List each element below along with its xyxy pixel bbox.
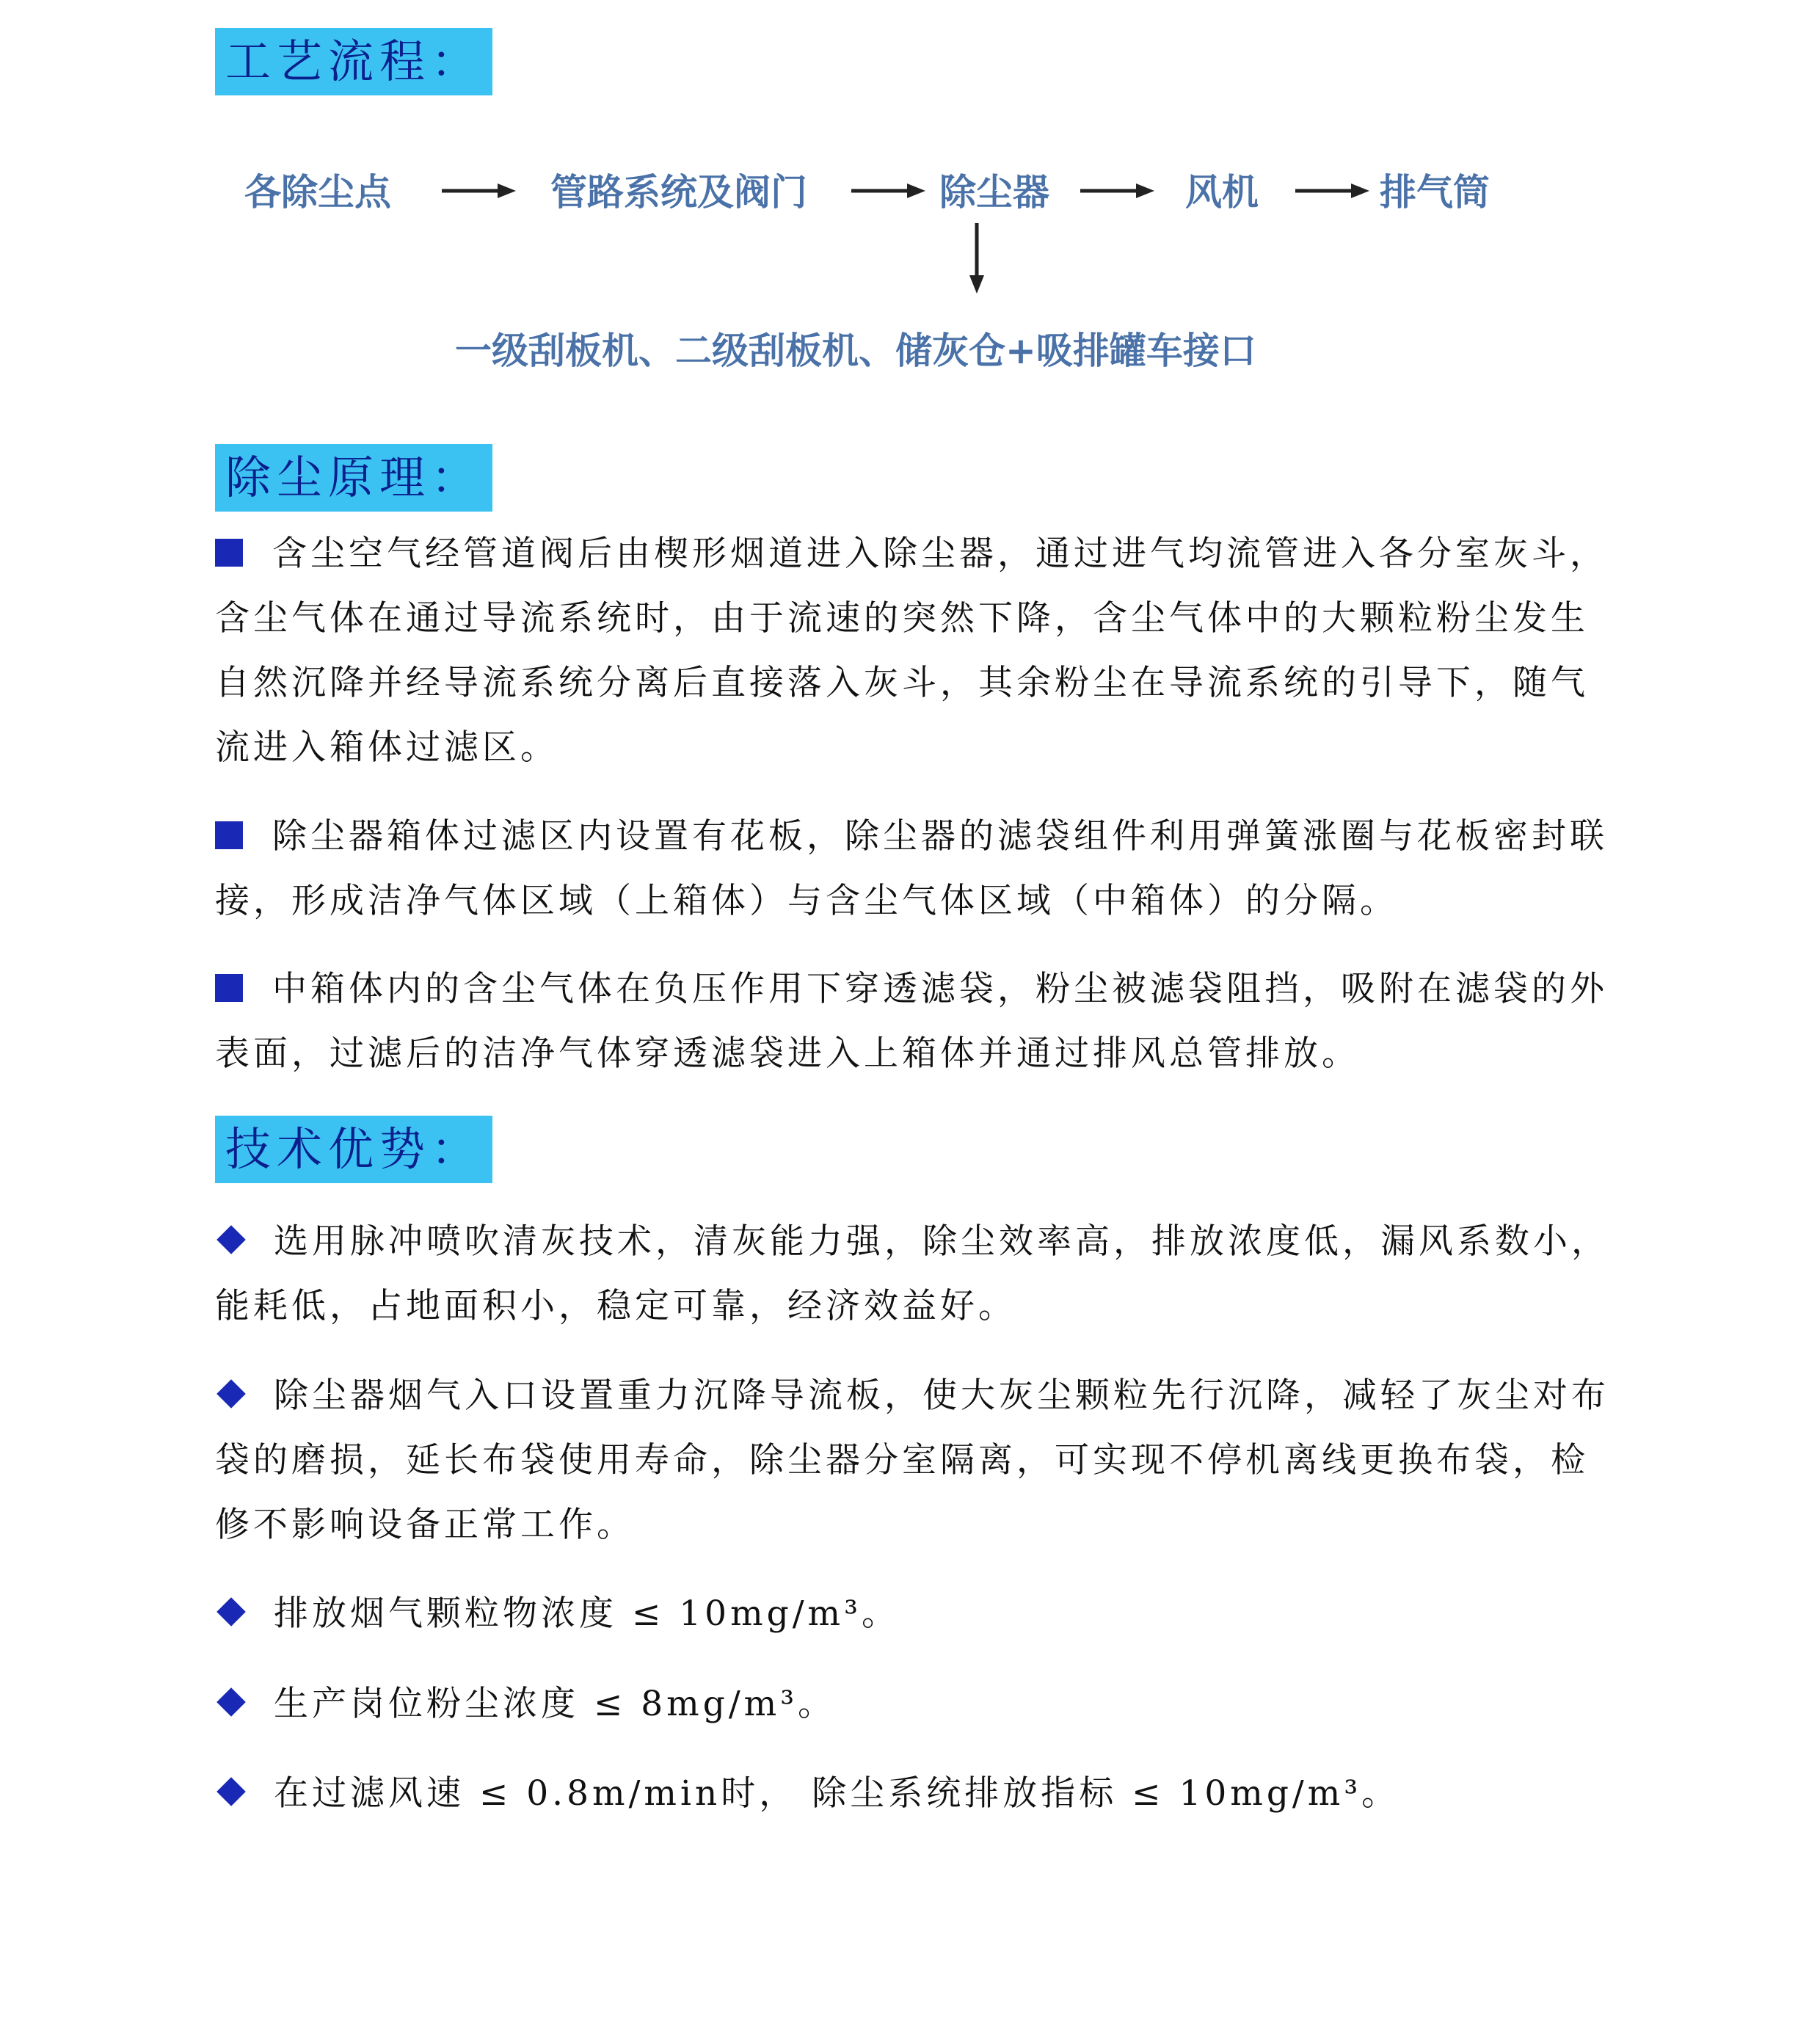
flow-arrow-down [966,222,988,295]
square-bullet-icon [215,821,243,849]
advantage-paragraph: 除尘器烟气入口设置重力沉降导流板，使大灰尘颗粒先行沉降，减轻了灰尘对布袋的磨损，延长布袋使用寿命，除尘器分室隔离，可实现不停机离线更换布袋，检修不影响设备正常工作。 [215,1375,1609,1545]
diamond-bullet-icon [216,1597,246,1627]
flow-arrow-2 [850,180,927,202]
diamond-bullet-icon [216,1777,246,1806]
flow-arrow-4 [1294,180,1371,202]
diamond-bullet-icon [216,1379,246,1409]
diamond-bullet-icon [216,1687,246,1717]
flow-arrow-1 [440,180,517,202]
flow-arrow-3 [1079,180,1156,202]
principle-paragraph: 中箱体内的含尘气体在负压作用下穿透滤袋，粉尘被滤袋阻挡，吸附在滤袋的外表面，过滤后的洁净气体穿透滤袋进入上箱体并通过排风总管排放。 [215,969,1608,1074]
flow-node-fan: 风机 [1185,171,1259,214]
principle-paragraph: 含尘空气经管道阀后由楔形烟道进入除尘器，通过进气均流管进入各分室灰斗，含尘气体在通过导流系统时，由于流速的突然下降，含尘气体中的大颗粒粉尘发生自然沉降并经导流系统分离后直接落入灰斗，其余粉尘在导流系统的引导下，随气流进入箱体过滤区。 [215,534,1608,768]
advantage-paragraph: 排放烟气颗粒物浓度 ≤ 10mg/m³。 [215,1582,1609,1646]
advantage-paragraph: 在过滤风速 ≤ 0.8m/min时， 除尘系统排放指标 ≤ 10mg/m³。 [215,1762,1609,1826]
square-bullet-icon [215,974,243,1002]
section-heading-process: 工艺流程： [215,28,492,95]
square-bullet-icon [215,539,243,567]
principle-paragraph: 除尘器箱体过滤区内设置有花板，除尘器的滤袋组件利用弹簧涨圈与花板密封联接，形成洁净气体区域（上箱体）与含尘气体区域（中箱体）的分隔。 [215,816,1608,921]
diamond-bullet-icon [216,1225,246,1254]
section-heading-principle: 除尘原理： [215,444,492,512]
flow-node-stack: 排气筒 [1380,171,1490,214]
advantage-paragraph: 选用脉冲喷吹清灰技术，清灰能力强，除尘效率高，排放浓度低，漏风系数小，能耗低，占地面积小，稳定可靠，经济效益好。 [215,1221,1609,1326]
flow-node-piping-valves: 管路系统及阀门 [550,171,807,214]
section-heading-advantages: 技术优势： [215,1116,492,1183]
flow-node-dust-points: 各除尘点 [244,171,391,214]
flow-node-dust-collector: 除尘器 [939,171,1049,214]
advantage-paragraph: 生产岗位粉尘浓度 ≤ 8mg/m³。 [215,1672,1609,1737]
flow-node-ash-handling: 一级刮板机、二级刮板机、储灰仓+吸排罐车接口 [455,330,1256,372]
